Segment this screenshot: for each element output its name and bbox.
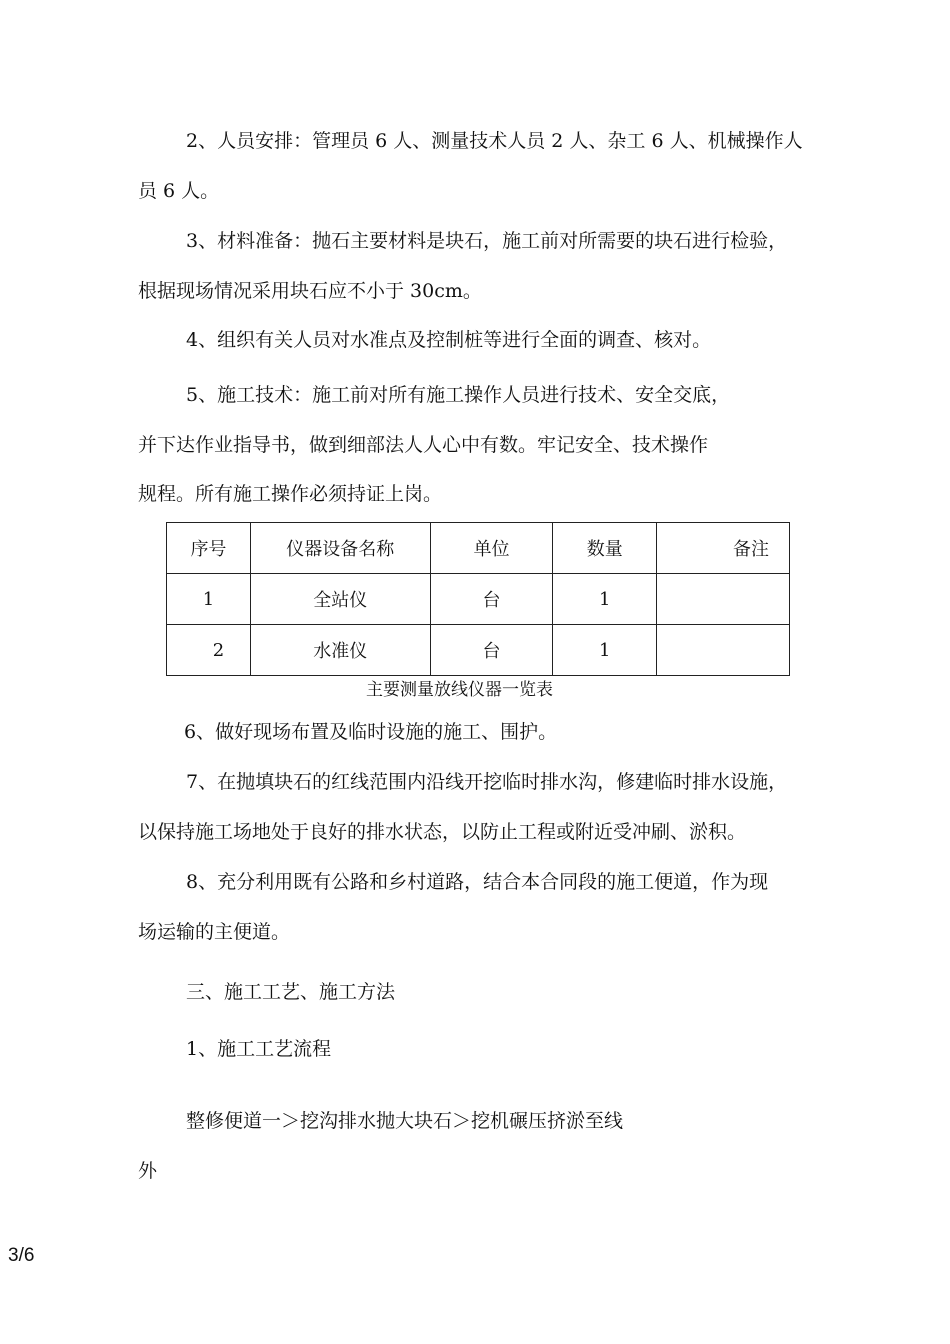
paragraph-5-line-2: 并下达作业指导书，做到细部法人人心中有数。牢记安全、技术操作 <box>138 434 709 456</box>
process-flow-line-2: 外 <box>138 1160 158 1182</box>
cell-quantity: 1 <box>553 625 657 676</box>
page-number: 3/6 <box>8 1245 35 1266</box>
cell-name: 全站仪 <box>250 574 430 625</box>
cell-remark <box>657 625 790 676</box>
header-cell-index: 序号 <box>167 523 251 574</box>
table-caption: 主要测量放线仪器一览表 <box>366 680 553 700</box>
subsection-heading-1: 1、施工工艺流程 <box>186 1038 332 1060</box>
header-cell-remark: 备注 <box>657 523 790 574</box>
paragraph-3-line-1: 3、材料准备：抛石主要材料是块石，施工前对所需要的块石进行检验， <box>186 230 788 252</box>
paragraph-2-line-2: 员 6 人。 <box>138 180 220 202</box>
header-cell-name: 仪器设备名称 <box>250 523 430 574</box>
cell-name: 水准仪 <box>250 625 430 676</box>
paragraph-5-line-1: 5、施工技术：施工前对所有施工操作人员进行技术、安全交底， <box>186 384 731 406</box>
table-row <box>167 625 790 676</box>
header-cell-unit: 单位 <box>430 523 553 574</box>
cell-remark <box>657 574 790 625</box>
cell-index: 2 <box>167 625 251 676</box>
paragraph-5-line-3: 规程。所有施工操作必须持证上岗。 <box>138 483 443 505</box>
paragraph-3-line-2: 根据现场情况采用块石应不小于 30cm。 <box>138 280 482 302</box>
table-row <box>167 574 790 625</box>
paragraph-7-line-2: 以保持施工场地处于良好的排水状态，以防止工程或附近受冲刷、淤积。 <box>138 821 747 843</box>
paragraph-8-line-1: 8、充分利用既有公路和乡村道路，结合本合同段的施工便道，作为现 <box>186 871 769 893</box>
paragraph-8-line-2: 场运输的主便道。 <box>138 921 291 943</box>
cell-index: 1 <box>167 574 251 625</box>
cell-quantity: 1 <box>553 574 657 625</box>
process-flow-line-1: 整修便道一＞挖沟排水抛大块石＞挖机碾压挤淤至线 <box>186 1110 624 1132</box>
section-heading-3: 三、施工工艺、施工方法 <box>186 981 396 1003</box>
paragraph-4-line-1: 4、组织有关人员对水准点及控制桩等进行全面的调查、核对。 <box>186 329 712 351</box>
paragraph-2-line-1: 2、人员安排：管理员 6 人、测量技术人员 2 人、杂工 6 人、机械操作人 <box>186 130 803 152</box>
paragraph-6-line-1: 6、做好现场布置及临时设施的施工、围护。 <box>184 721 558 743</box>
paragraph-7-line-1: 7、在抛填块石的红线范围内沿线开挖临时排水沟，修建临时排水设施， <box>186 771 788 793</box>
header-cell-quantity: 数量 <box>553 523 657 574</box>
cell-unit: 台 <box>430 574 553 625</box>
table-header-row <box>167 523 790 574</box>
cell-unit: 台 <box>430 625 553 676</box>
equipment-table <box>166 522 790 676</box>
